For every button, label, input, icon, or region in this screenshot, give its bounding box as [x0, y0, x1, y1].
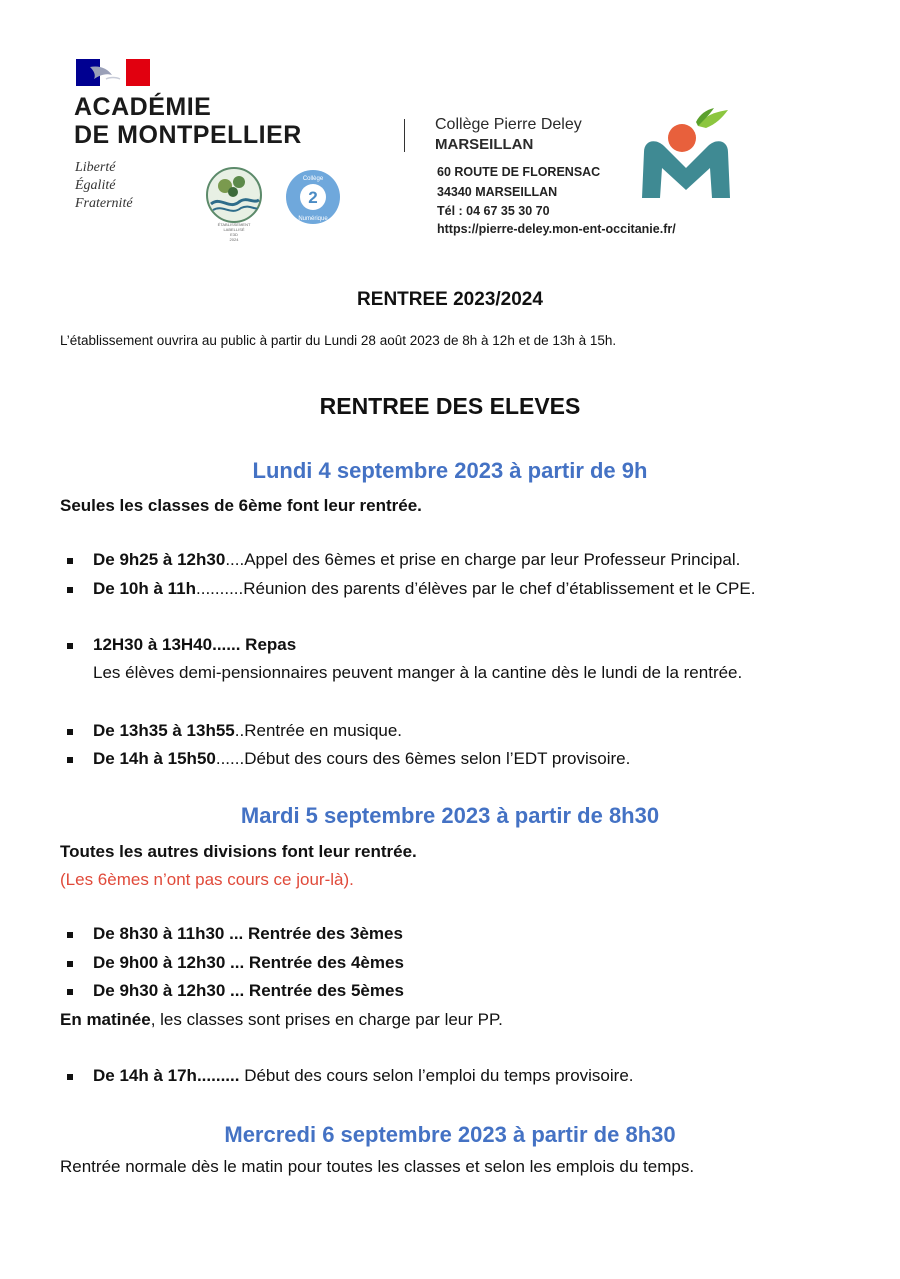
schedule-dots: ......... [196, 1066, 240, 1085]
bullet [67, 932, 73, 938]
schedule-text: Début des cours selon l’emploi du temps provisoire. [244, 1066, 634, 1085]
monday-intro: Seules les classes de 6ème font leur rentrée. [60, 496, 422, 515]
schedule-item [93, 635, 296, 655]
schedule-time: De 14h à 17h [93, 1066, 197, 1085]
schedule-item: De 8h30 à 11h30 ... Rentrée des 3èmes [93, 924, 403, 943]
numerique-number: 2 [308, 188, 318, 207]
wednesday-heading: Mercredi 6 septembre 2023 à partir de 8h30 [224, 1122, 676, 1147]
wednesday-text: Rentrée normale dès le matin pour toutes les classes et selon les emplois du temps. [60, 1157, 695, 1176]
address-street: 60 ROUTE DE FLORENSAC [437, 165, 601, 179]
marianne-logo-icon [76, 59, 150, 86]
motto-egalite: Égalité [75, 178, 116, 193]
schedule-time: 12H30 à 13H40 [93, 635, 213, 654]
address-city: 34340 MARSEILLAN [437, 185, 558, 199]
bullet [67, 757, 73, 763]
bullet [67, 643, 73, 649]
schedule-dots: .. [234, 721, 245, 740]
bullet [67, 989, 73, 995]
schedule-dots: .......... [196, 579, 244, 598]
schedule-text: Début des cours des 6èmes selon l’EDT provisoire. [244, 749, 631, 768]
schedule-item [93, 749, 630, 769]
opening-hours-text: L’établissement ouvrira au public à partir du Lundi 28 août 2023 de 8h à 12h et de 13h à 15h. [60, 333, 617, 348]
section-title: RENTREE DES ELEVES [319, 393, 581, 419]
academie-name-line1: ACADÉMIE [74, 93, 212, 121]
schedule-text: Réunion des parents d’élèves par le chef d’établissement et le CPE. [243, 579, 756, 598]
motto-fraternite: Fraternité [75, 196, 133, 211]
motto-liberte: Liberté [75, 160, 116, 175]
schedule-time: De 9h25 à 12h30 [93, 550, 226, 569]
schedule-time: De 14h à 15h50 [93, 749, 216, 768]
schedule-item: De 9h30 à 12h30 ... Rentrée des 5èmes [93, 981, 404, 1000]
schedule-dots: ...... [215, 749, 245, 768]
repas-note: Les élèves demi-pensionnaires peuvent manger à la cantine dès le lundi de la rentrée. [93, 663, 743, 682]
bullet [67, 587, 73, 593]
label-caption-line: E3D [230, 232, 238, 237]
college-city: MARSEILLAN [435, 136, 534, 153]
matinee-rest: , les classes sont prises en charge par leur PP. [150, 1010, 503, 1029]
tuesday-intro: Toutes les autres divisions font leur rentrée. [60, 842, 417, 861]
tuesday-note: (Les 6èmes n’ont pas cours ce jour-là). [60, 870, 354, 889]
college-numerique-logo-icon [285, 169, 341, 225]
page-title: RENTREE 2023/2024 [357, 289, 543, 310]
schedule-item [93, 721, 402, 741]
bullet [67, 961, 73, 967]
label-caption-line: 2024 [229, 237, 239, 242]
schedule-text: Appel des 6èmes et prise en charge par leur Professeur Principal. [244, 550, 741, 569]
schedule-item [93, 550, 740, 570]
schedule-item [93, 1066, 634, 1086]
e3d-label-logo-icon [203, 166, 265, 256]
website-link[interactable]: https://pierre-deley.mon-ent-occitanie.fr/ [437, 222, 676, 236]
tuesday-heading: Mardi 5 septembre 2023 à partir de 8h30 [240, 803, 660, 828]
svg-text:Collège: Collège [302, 176, 324, 182]
monday-heading: Lundi 4 septembre 2023 à partir de 9h [252, 458, 648, 483]
matinee-bold: En matinée [60, 1010, 151, 1029]
schedule-item: De 9h00 à 12h30 ... Rentrée des 4èmes [93, 953, 404, 972]
college-m-logo-icon [636, 102, 736, 206]
bullet [67, 1074, 73, 1080]
schedule-time: De 10h à 11h [93, 579, 197, 598]
college-name: Collège Pierre Deley [435, 116, 582, 133]
label-caption [203, 222, 265, 242]
label-caption-line: ÉTABLISSEMENT [217, 222, 251, 227]
schedule-text: Repas [245, 635, 297, 654]
schedule-dots: .... [225, 550, 245, 569]
bullet [67, 729, 73, 735]
academie-name-line2: DE MONTPELLIER [74, 121, 302, 149]
schedule-item [93, 579, 755, 599]
label-caption-line: LABELLISÉ [223, 227, 245, 232]
header-divider [404, 119, 405, 152]
matinee-text [60, 1010, 503, 1030]
schedule-time: De 13h35 à 13h55 [93, 721, 235, 740]
phone-number: Tél : 04 67 35 30 70 [437, 204, 550, 218]
bullet [67, 558, 73, 564]
schedule-text: Rentrée en musique. [244, 721, 403, 740]
schedule-dots: ...... [212, 635, 241, 654]
svg-text:Numérique: Numérique [298, 216, 328, 222]
